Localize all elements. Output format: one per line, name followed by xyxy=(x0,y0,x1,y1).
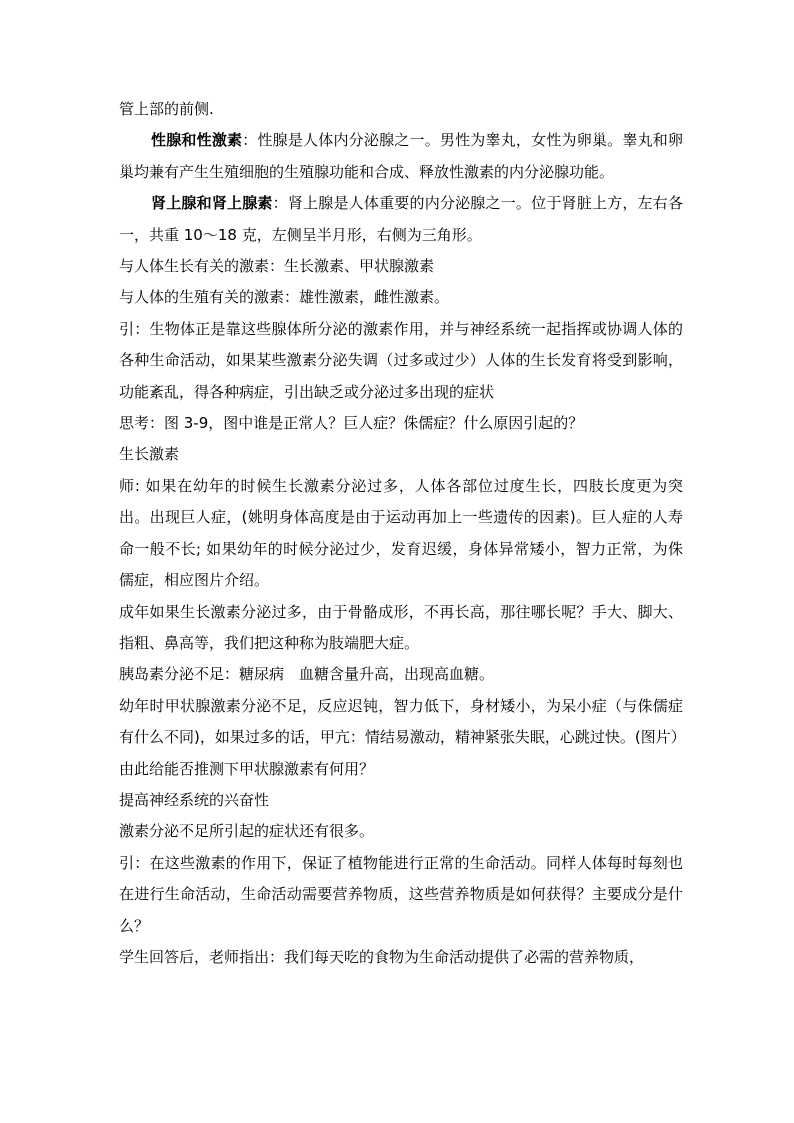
paragraph-text: 激素分泌不足所引起的症状还有很多。 xyxy=(119,822,375,841)
paragraph-text: 管上部的前侧. xyxy=(119,100,214,118)
paragraph xyxy=(119,597,683,660)
paragraph xyxy=(119,785,683,816)
section-label xyxy=(119,439,683,470)
paragraph xyxy=(119,471,683,597)
paragraph xyxy=(119,94,683,125)
paragraph xyxy=(119,659,683,690)
paragraph-text: ：肾上腺是人体重要的内分泌腺之一。位于肾脏上方，左右各一，共重 10～18 克，左侧呈半月形，右侧为三角形。 xyxy=(119,194,683,244)
paragraph xyxy=(119,314,683,408)
paragraph xyxy=(119,691,686,754)
paragraph-text: 胰岛素分泌不足：糖尿病 血糖含量升高，出现高血糖。 xyxy=(119,665,495,684)
paragraph-text: 由此给能否推测下甲状腺激素有何用？ xyxy=(119,759,375,778)
paragraph-text: 引：在这些激素的作用下，保证了植物能进行正常的生命活动。同样人体每时每刻也在进行生命活动，生命活动需要营养物质，这些营养物质是如何获得？主要成分是什么？ xyxy=(119,853,683,935)
paragraph-gonads xyxy=(119,125,683,188)
paragraph-text: 提高神经系统的兴奋性 xyxy=(119,790,270,809)
paragraph xyxy=(119,408,683,439)
term-heading: 肾上腺和肾上腺素 xyxy=(151,194,273,213)
paragraph xyxy=(119,251,683,282)
paragraph xyxy=(119,942,683,973)
paragraph-text: 思考：图 3-9，图中谁是正常人？巨人症？侏儒症？什么原因引起的？ xyxy=(119,414,584,433)
paragraph-text: 与人体的生殖有关的激素：雄性激素，雌性激素。 xyxy=(119,288,450,307)
paragraph xyxy=(119,816,683,847)
paragraph-text: 引：生物体正是靠这些腺体所分泌的激素作用，并与神经系统一起指挥或协调人体的各种生命活动，如果某些激素分泌失调（过多或过少）人体的生长发育将受到影响，功能紊乱，得各种病症，引出缺乏或分泌过多出现的症状 xyxy=(119,319,683,401)
paragraph-text: 学生回答后，老师指出：我们每天吃的食物为生命活动提供了必需的营养物质， xyxy=(119,947,645,966)
paragraph xyxy=(119,282,683,313)
document-body xyxy=(119,94,686,973)
paragraph-text: 生长激素 xyxy=(119,445,180,464)
paragraph xyxy=(119,754,683,785)
paragraph-text: ：性腺是人体内分泌腺之一。男性为睾丸，女性为卵巢。睾丸和卵巢均兼有产生生殖细胞的生殖腺功能和合成、释放性激素的内分泌腺功能。 xyxy=(119,131,683,181)
paragraph-text: 幼年时甲状腺激素分泌不足，反应迟钝，智力低下，身材矮小，为呆小症（与侏儒症有什么不同)，如果过多的话，甲亢：情结易激动，精神紧张失眠，心跳过快。(图片） xyxy=(119,696,686,747)
paragraph-text: 师: 如果在幼年的时候生长激素分泌过多，人体各部位过度生长，四肢长度更为突出。出现巨人症，(姚明身体高度是由于运动再加上一些遗传的因素)。巨人症的人寿命一般不长; 如果幼年的时候分泌过少，发育迟缓，身体异常矮小，智力正常，为侏儒症，相应图片介绍。 xyxy=(119,476,683,590)
paragraph xyxy=(119,848,683,942)
paragraph-text: 与人体生长有关的激素：生长激素、甲状腺激素 xyxy=(119,257,435,276)
term-heading: 性腺和性激素 xyxy=(151,131,243,150)
paragraph-text: 成年如果生长激素分泌过多，由于骨骼成形，不再长高，那往哪长呢？手大、脚大、指粗、鼻高等，我们把这种称为肢端肥大症。 xyxy=(119,602,683,652)
paragraph-adrenal xyxy=(119,188,683,251)
